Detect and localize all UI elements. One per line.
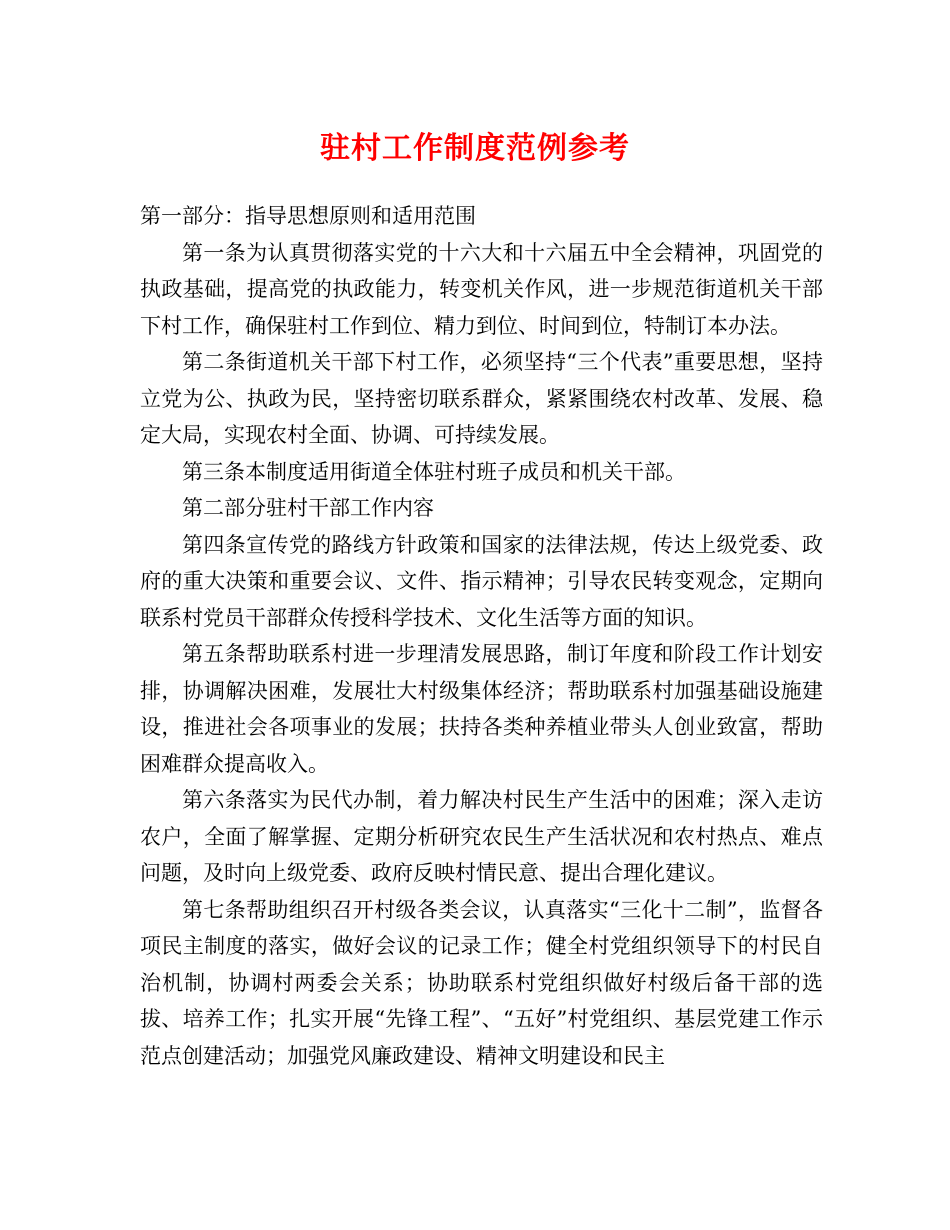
document-title: 驻村工作制度范例参考 (320, 131, 630, 166)
paragraph: 第六条落实为民代办制，着力解决村民生产生活中的困难；深入走访农户，全面了解掌握、定期分析研究农民生产生活状况和农村热点、难点问题，及时向上级党委、政府反映村情民意、提出合理化建议。 (140, 788, 823, 885)
paragraph: 第七条帮助组织召开村级各类会议，认真落实“三化十二制”，监督各项民主制度的落实，做好会议的记录工作；健全村党组织领导下的村民自治机制，协调村两委会关系；协助联系村党组织做好村级后备干部的选拔、培养工作；扎实开展“先锋工程”、“五好”村党组织、基层党建工作示范点创建活动；加强党风廉政建设、精神文明建设和民主 (140, 897, 823, 1068)
paragraph: 第一条为认真贯彻落实党的十六大和十六届五中全会精神，巩固党的执政基础，提高党的执政能力，转变机关作风，进一步规范街道机关干部下村工作，确保驻村工作到位、精力到位、时间到位，特制订本办法。 (140, 240, 823, 338)
section-heading: 第一部分：指导思想原则和适用范围 (140, 204, 476, 228)
document-body (140, 198, 823, 1074)
section-heading: 第二部分驻村干部工作内容 (182, 496, 434, 520)
paragraph: 第五条帮助联系村进一步理清发展思路，制订年度和阶段工作计划安排，协调解决困难，发展壮大村级集体经济；帮助联系村加强基础设施建设，推进社会各项事业的发展；扶持各类种养植业带头人创业致富，帮助困难群众提高收入。 (140, 642, 823, 776)
paragraph: 第四条宣传党的路线方针政策和国家的法律法规，传达上级党委、政府的重大决策和重要会议、文件、指示精神；引导农民转变观念，定期向联系村党员干部群众传授科学技术、文化生活等方面的知识。 (140, 532, 823, 630)
paragraph: 第二条街道机关干部下村工作，必须坚持“三个代表”重要思想，坚持立党为公、执政为民，坚持密切联系群众，紧紧围绕农村改革、发展、稳定大局，实现农村全面、协调、可持续发展。 (140, 350, 823, 447)
paragraph: 第三条本制度适用街道全体驻村班子成员和机关干部。 (182, 459, 686, 484)
